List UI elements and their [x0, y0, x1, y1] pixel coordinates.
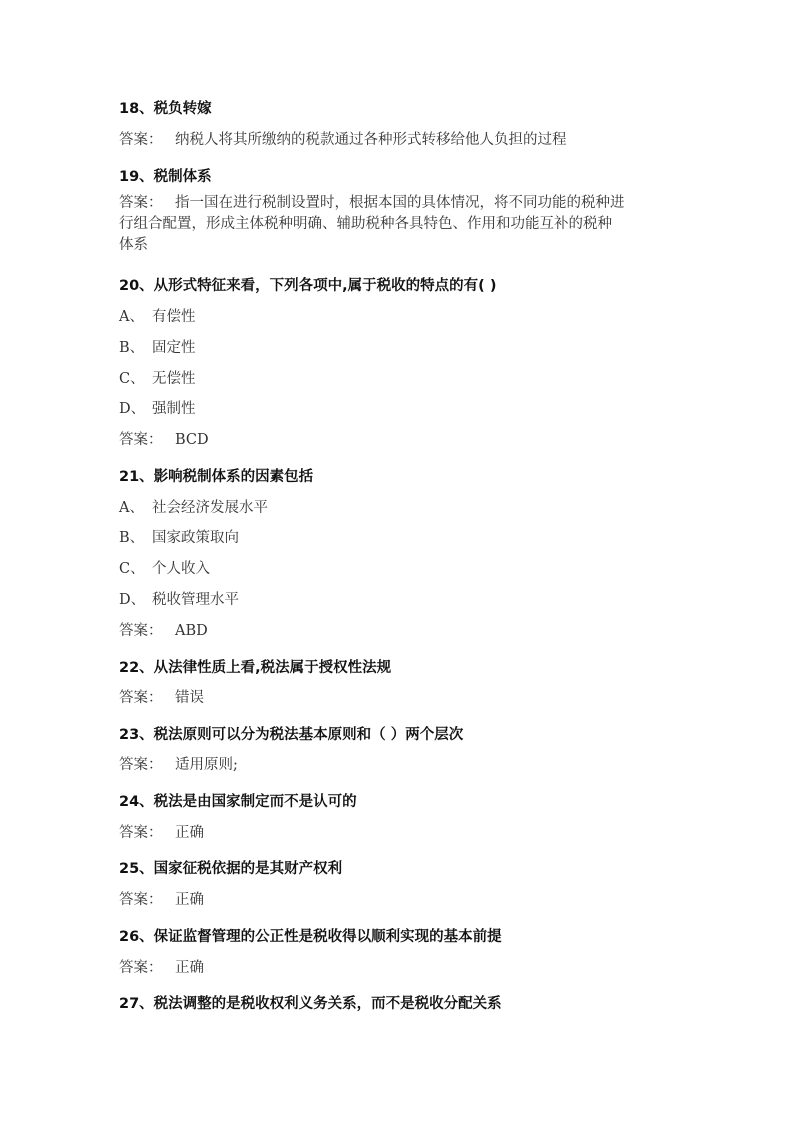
- answer-label: 答案：: [119, 825, 163, 841]
- answer-text: BCD: [175, 432, 209, 448]
- option-20-d: [119, 397, 196, 418]
- option-21-b: [119, 526, 239, 547]
- answer-24: [119, 821, 204, 842]
- option-20-c: [119, 367, 196, 388]
- option-key: A、: [119, 309, 144, 325]
- answer-text: 正确: [175, 825, 204, 841]
- option-20-a: [119, 305, 196, 326]
- answer-25: [119, 888, 204, 909]
- option-key: B、: [119, 530, 145, 546]
- option-key: A、: [119, 500, 144, 516]
- answer-label: 答案：: [119, 960, 163, 976]
- option-key: C、: [119, 371, 145, 387]
- option-text: 国家政策取向: [152, 530, 239, 546]
- question-23: 23、税法原则可以分为税法基本原则和（ ）两个层次: [119, 727, 464, 743]
- answer-label: 答案：: [119, 892, 163, 908]
- question-24: 24、税法是由国家制定而不是认可的: [119, 794, 357, 810]
- answer-19: [119, 193, 625, 256]
- option-text: 固定性: [152, 340, 196, 356]
- question-20: 20、从形式特征来看，下列各项中,属于税收的特点的有( ): [119, 278, 497, 294]
- option-key: C、: [119, 561, 145, 577]
- question-22: 22、从法律性质上看,税法属于授权性法规: [119, 660, 392, 676]
- answer-23: [119, 753, 238, 774]
- option-text: 税收管理水平: [152, 592, 239, 608]
- answer-text: 正确: [175, 960, 204, 976]
- answer-21: [119, 619, 208, 640]
- option-text: 社会经济发展水平: [152, 500, 268, 516]
- answer-text: 纳税人将其所缴纳的税款通过各种形式转移给他人负担的过程: [175, 132, 567, 148]
- option-key: B、: [119, 340, 145, 356]
- option-key: D、: [119, 401, 146, 417]
- answer-26: [119, 956, 204, 977]
- answer-label: 答案：: [119, 132, 163, 148]
- option-text: 有偿性: [152, 309, 196, 325]
- answer-label: 答案：: [119, 757, 163, 773]
- answer-text: ABD: [175, 623, 208, 639]
- question-25: 25、国家征税依据的是其财产权利: [119, 861, 343, 877]
- option-21-a: [119, 496, 268, 517]
- option-21-d: [119, 588, 239, 609]
- answer-18: [119, 128, 567, 149]
- question-18: 18、税负转嫁: [119, 101, 212, 117]
- answer-text: 正确: [175, 892, 204, 908]
- option-text: 强制性: [152, 401, 196, 417]
- answer-label: 答案：: [119, 623, 163, 639]
- answer-22: [119, 686, 204, 707]
- answer-text-line-3: 体系: [119, 237, 148, 253]
- answer-label: 答案：: [119, 195, 163, 211]
- option-text: 个人收入: [152, 561, 210, 577]
- answer-text-line-2: 行组合配置，形成主体税种明确、辅助税种各具特色、作用和功能互补的税种: [119, 216, 612, 232]
- question-27: 27、税法调整的是税收权利义务关系，而不是税收分配关系: [119, 996, 502, 1012]
- question-19: 19、税制体系: [119, 169, 212, 185]
- question-21: 21、影响税制体系的因素包括: [119, 469, 314, 485]
- option-20-b: [119, 336, 196, 357]
- answer-20: [119, 428, 209, 449]
- answer-label: 答案：: [119, 690, 163, 706]
- option-key: D、: [119, 592, 146, 608]
- answer-text-line-1: 指一国在进行税制设置时，根据本国的具体情况，将不同功能的税种进: [175, 195, 625, 211]
- answer-text: 适用原则;: [175, 757, 238, 773]
- answer-label: 答案：: [119, 432, 163, 448]
- answer-text: 错误: [175, 690, 204, 706]
- option-21-c: [119, 557, 210, 578]
- question-26: 26、保证监督管理的公正性是税收得以顺利实现的基本前提: [119, 929, 502, 945]
- option-text: 无偿性: [152, 371, 196, 387]
